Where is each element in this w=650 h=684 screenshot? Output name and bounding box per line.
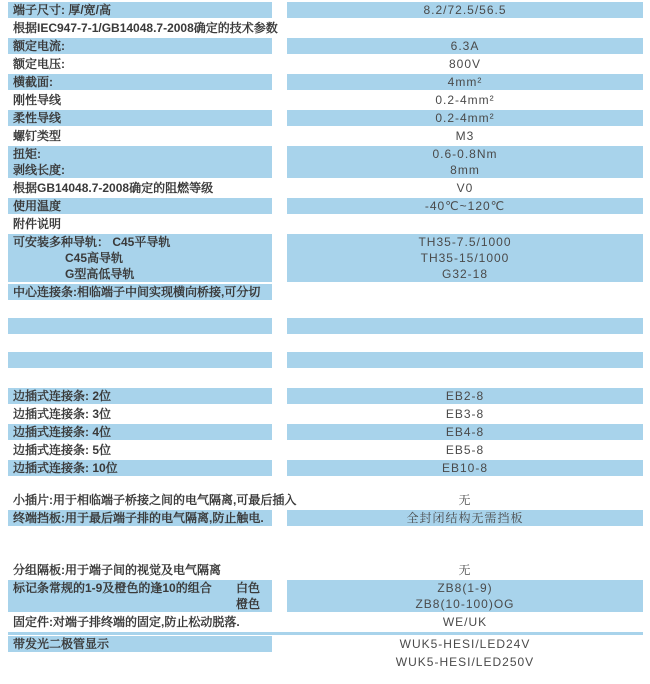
spec-row — [0, 442, 650, 458]
spec-label-cell: 额定电流: — [8, 38, 272, 54]
spec-label-cell: 终端挡板:用于最后端子排的电气隔离,防止触电. — [8, 510, 272, 526]
spec-row — [0, 92, 650, 108]
spec-line — [13, 580, 272, 596]
spec-line-label: 扭矩: — [13, 147, 41, 161]
spec-label-cell: 中心连接条:相临端子中间实现横向桥接,可分切 — [8, 284, 272, 300]
spec-line-label: 标记条常规的1-9及橙色的逢10的组合 — [13, 581, 212, 595]
spec-label-cell: 边插式连接条: 5位 — [13, 443, 112, 457]
spec-row — [0, 388, 650, 404]
spec-value-cell: 无 — [458, 493, 472, 507]
spec-value-cell — [287, 580, 643, 612]
spec-row — [0, 128, 650, 144]
spec-label-cell: 额定电压: — [13, 57, 65, 71]
spec-label-cell: 边插式连接条: 10位 — [8, 460, 272, 476]
spec-label-cell: 根据GB14048.7-2008确定的阻燃等级 — [13, 181, 214, 195]
spec-value-cell: EB5-8 — [445, 443, 485, 457]
spec-value-cell — [287, 234, 643, 282]
spec-value-cell: -40℃~120℃ — [287, 198, 643, 214]
spec-label-cell: 刚性导线 — [13, 93, 62, 107]
spec-label-cell: 根据IEC947-7-1/GB14048.7-2008确定的技术参数 — [13, 21, 278, 35]
spec-label-cell — [8, 654, 272, 670]
spec-value-cell: 8.2/72.5/56.5 — [287, 2, 643, 18]
spec-value-cell: WE/UK — [442, 615, 488, 629]
page — [0, 2, 650, 684]
spec-value-cell — [287, 146, 643, 178]
spec-row — [0, 56, 650, 72]
spec-row-group — [0, 234, 650, 282]
spec-value-cell — [287, 318, 643, 334]
spec-value-cell: 6.3A — [287, 38, 643, 54]
spec-row — [0, 38, 650, 54]
spec-row — [0, 492, 650, 508]
spec-row — [0, 216, 650, 232]
spec-line — [13, 250, 272, 266]
spec-value-cell: WUK5-HESI/LED250V — [395, 655, 535, 669]
spec-line-label: C45高导轨 — [65, 251, 124, 265]
section-divider — [8, 632, 643, 635]
spec-row — [0, 406, 650, 422]
spec-line-label — [13, 596, 236, 612]
spec-value-cell: V0 — [456, 181, 474, 195]
spec-row — [0, 74, 650, 90]
spec-value-cell — [287, 352, 643, 368]
spec-line-value: G32-18 — [441, 267, 489, 281]
spec-row — [0, 460, 650, 476]
spec-value-cell — [287, 284, 643, 300]
spec-line-value: TH35-15/1000 — [420, 251, 510, 265]
spec-row — [0, 614, 650, 630]
empty-band-row — [0, 352, 650, 368]
spec-label-cell: 分组隔板:用于端子间的视觉及电气隔离 — [13, 563, 221, 577]
spec-line-label: 剥线长度: — [13, 163, 65, 177]
spec-row — [0, 424, 650, 440]
spec-value-cell: 全封闭结构无需挡板 — [287, 510, 643, 526]
spec-line — [13, 266, 272, 282]
spec-label-cell — [8, 318, 272, 334]
spec-label-cell: 使用温度 — [8, 198, 272, 214]
spec-row — [0, 284, 650, 300]
spec-line-value: ZB8(1-9) — [437, 581, 493, 595]
spec-label-cell: 边插式连接条: 2位 — [8, 388, 272, 404]
spec-label-cell: 固定件:对端子排终端的固定,防止松动脱落. — [13, 615, 240, 629]
spec-label-cell: 小插片:用于相临端子桥接之间的电气隔离,可最后插入 — [13, 493, 297, 507]
spec-label-cell: 螺钉类型 — [13, 129, 62, 143]
spec-label-cell — [8, 580, 272, 612]
spec-value-cell: 无 — [458, 563, 472, 577]
spec-label-cell: 柔性导线 — [8, 110, 272, 126]
color-variant-label: 白色 — [235, 581, 260, 595]
spec-row — [0, 654, 650, 670]
spec-row — [0, 180, 650, 196]
spec-line-label: 可安装多种导轨： C45平导轨 — [13, 235, 171, 249]
spec-row — [0, 2, 650, 18]
spec-value-cell: 0.2-4mm² — [287, 110, 643, 126]
spec-row — [0, 636, 650, 652]
spec-line — [13, 234, 272, 250]
spec-label-cell: 边插式连接条: 3位 — [13, 407, 112, 421]
spec-label-cell: 横截面: — [8, 74, 272, 90]
empty-band-row — [0, 318, 650, 334]
spec-value-cell: EB4-8 — [287, 424, 643, 440]
spec-row — [0, 110, 650, 126]
spec-label-cell: 附件说明 — [13, 217, 62, 231]
spec-value-cell — [287, 216, 643, 232]
spec-table — [0, 2, 650, 670]
spec-line — [13, 146, 272, 162]
spec-row — [0, 198, 650, 214]
spec-value-cell: 0.2-4mm² — [435, 93, 495, 107]
spec-label-cell — [8, 352, 272, 368]
spec-value-cell — [287, 20, 643, 36]
spec-line — [13, 596, 272, 612]
spec-row-group — [0, 146, 650, 178]
spec-value-cell: 800V — [448, 57, 482, 71]
spec-row — [0, 562, 650, 578]
spec-value-cell: M3 — [455, 129, 475, 143]
spec-value-cell: EB10-8 — [287, 460, 643, 476]
spec-label-cell: 带发光二极管显示 — [8, 636, 272, 652]
spec-value-cell: EB2-8 — [287, 388, 643, 404]
spec-line-value: 8mm — [450, 163, 480, 177]
spec-line-value: TH35-7.5/1000 — [418, 235, 512, 249]
color-variant-label: 橙色 — [235, 597, 260, 611]
spec-label-cell: 端子尺寸: 厚/宽/高 — [8, 2, 272, 18]
spec-value-cell: WUK5-HESI/LED24V — [399, 637, 531, 651]
spec-line-value: 0.6-0.8Nm — [432, 147, 498, 161]
spec-label-cell: 边插式连接条: 4位 — [8, 424, 272, 440]
spec-label-cell — [8, 234, 272, 282]
spec-row — [0, 510, 650, 526]
spec-value-cell: EB3-8 — [445, 407, 485, 421]
spec-value-cell: 4mm² — [287, 74, 643, 90]
spec-label-cell — [8, 146, 272, 178]
spec-line — [13, 162, 272, 178]
spec-line-value: ZB8(10-100)OG — [415, 597, 515, 611]
spec-line-label: G型高低导轨 — [65, 267, 135, 281]
spec-row — [0, 20, 650, 36]
spec-row-group — [0, 580, 650, 612]
